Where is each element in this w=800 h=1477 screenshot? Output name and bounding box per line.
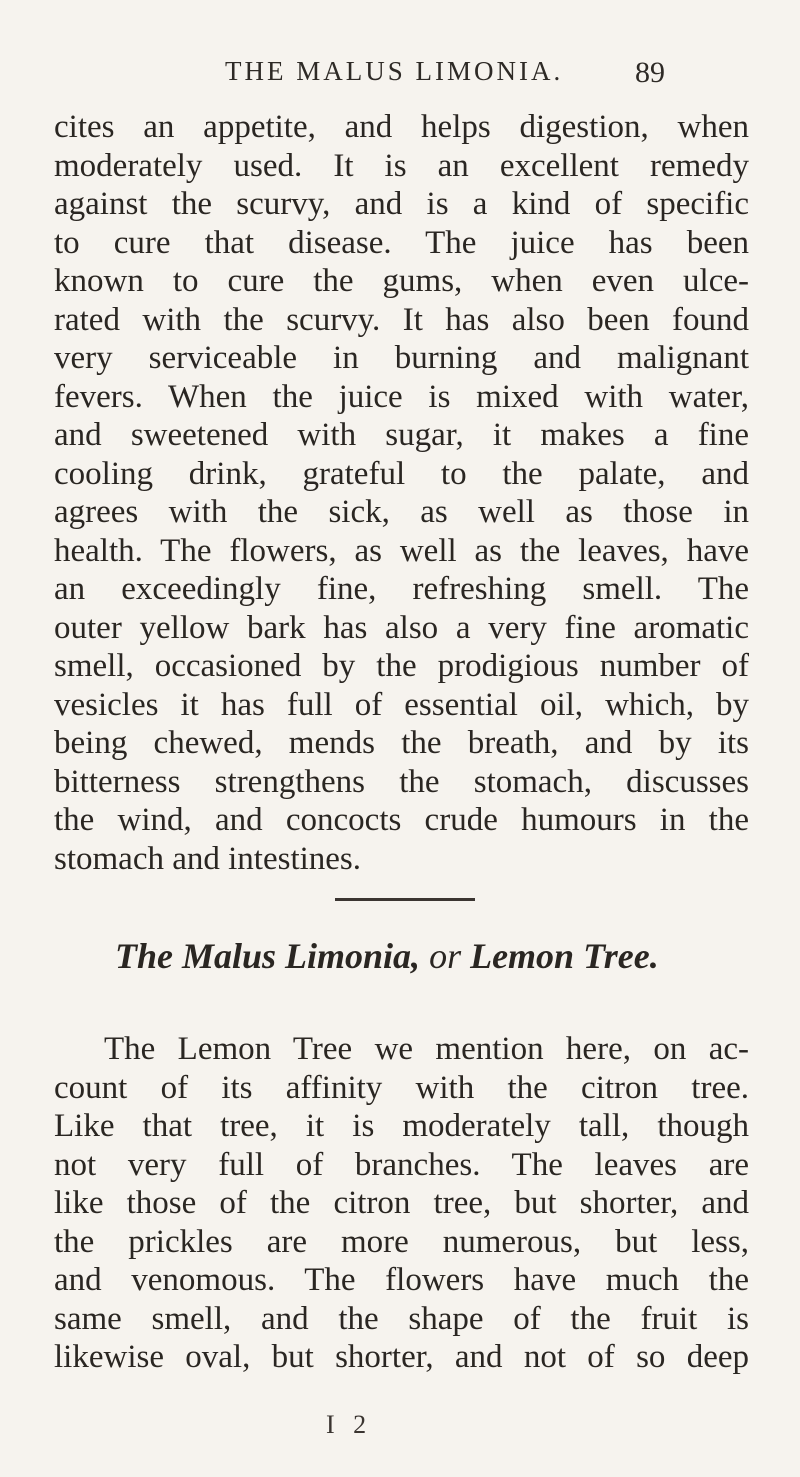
text-line: stomach and intestines. <box>54 840 362 877</box>
heading-connector: or <box>420 936 471 976</box>
text-line: count of its affinity with the citron tree. <box>54 1069 749 1106</box>
text-line: cooling drink, grateful to the palate, and <box>54 455 749 492</box>
section-heading <box>115 935 659 977</box>
section-divider <box>335 898 475 901</box>
running-header <box>225 56 665 87</box>
text-line: against the scurvy, and is a kind of specific <box>54 186 749 222</box>
text-line: outer yellow bark has also a very fine aromatic <box>54 609 749 646</box>
text-line: The Lemon Tree we mention here, on ac- <box>104 1031 749 1067</box>
text-line: rated with the scurvy. It has also been found <box>54 301 749 338</box>
text-line: being chewed, mends the breath, and by its <box>54 725 749 761</box>
text-line: smell, occasioned by the prodigious number of <box>54 648 749 684</box>
text-line: likewise oval, but shorter, and not of so deep <box>54 1339 749 1375</box>
heading-common-name: Lemon Tree. <box>470 936 659 976</box>
text-line: cites an appetite, and helps digestion, when <box>54 109 749 145</box>
signature-mark: I 2 <box>326 1410 373 1439</box>
text-line: to cure that disease. The juice has been <box>54 224 749 261</box>
text-line: Like that tree, it is moderately tall, though <box>54 1108 749 1144</box>
text-line: known to cure the gums, when even ulce- <box>54 263 749 299</box>
text-line: like those of the citron tree, but shorter, and <box>54 1185 749 1221</box>
text-line: moderately used. It is an excellent remedy <box>54 147 749 184</box>
text-line: same smell, and the shape of the fruit is <box>54 1300 749 1337</box>
heading-latin-name: The Malus Limonia, <box>115 936 421 976</box>
text-line: vesicles it has full of essential oil, which, by <box>54 686 749 723</box>
text-line: not very full of branches. The leaves are <box>54 1146 749 1183</box>
page-number: 89 <box>635 56 665 89</box>
text-line: and venomous. The flowers have much the <box>54 1262 749 1298</box>
text-line: very serviceable in burning and malignant <box>54 340 749 376</box>
paragraph-lemon-tree <box>54 1030 749 1377</box>
paragraph-continued <box>54 108 749 878</box>
text-line: bitterness strengthens the stomach, discusses <box>54 763 749 800</box>
text-line: the prickles are more numerous, but less, <box>54 1223 749 1260</box>
text-line: an exceedingly fine, refreshing smell. The <box>54 571 749 607</box>
text-line: the wind, and concocts crude humours in the <box>54 802 749 838</box>
text-line: agrees with the sick, as well as those in <box>54 494 749 530</box>
text-line: fevers. When the juice is mixed with water, <box>54 378 749 415</box>
text-line: and sweetened with sugar, it makes a fine <box>54 417 749 453</box>
running-title: THE MALUS LIMONIA. <box>225 56 564 86</box>
text-line: health. The flowers, as well as the leaves, have <box>54 532 749 569</box>
